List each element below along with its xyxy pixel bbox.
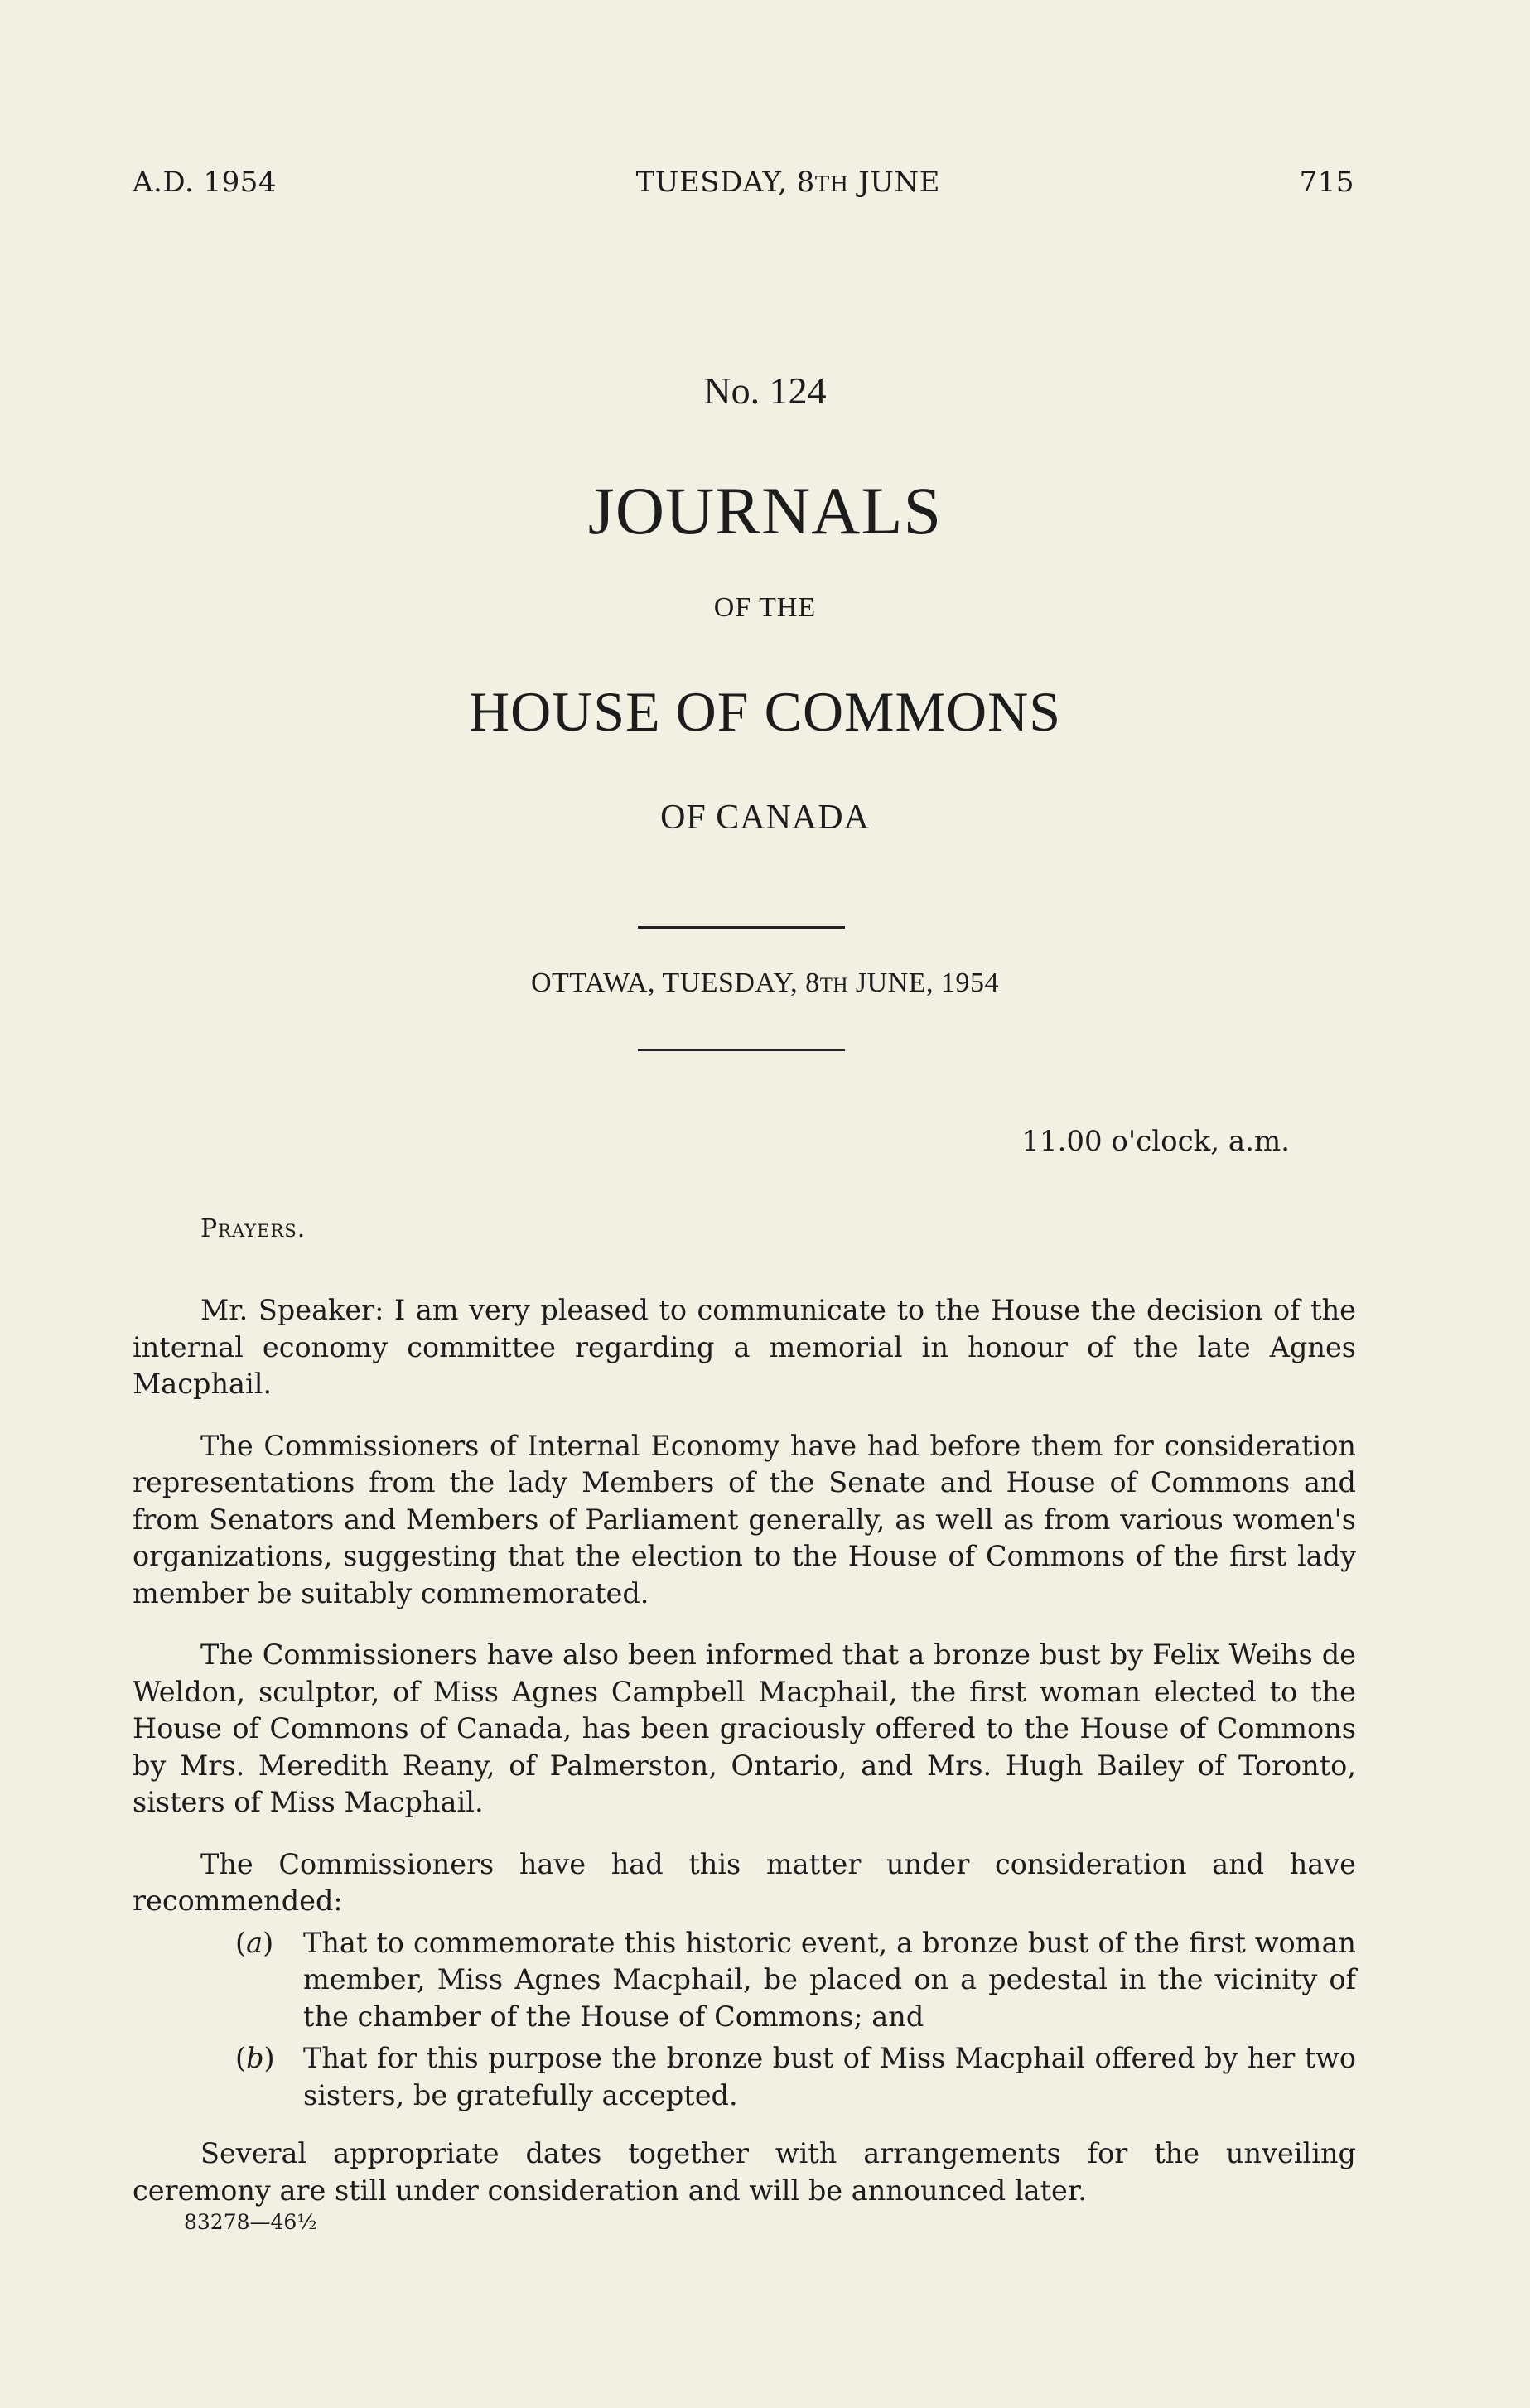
paragraph: The Commissioners of Internal Economy have had before them for consideration representations from the lady Members of the Senate and House of Commons and from Senators and Members of Parliament generally, as well as from various women's organizations, suggesting that the election to the House of Commons of the first lady member be suitably commemorated. <box>133 1429 1356 1609</box>
journal-title: JOURNALS <box>587 473 943 548</box>
title-of-canada: OF CANADA <box>660 799 870 837</box>
divider-top <box>638 926 845 929</box>
page-number: 715 <box>1299 166 1354 199</box>
body-text <box>133 1292 1356 2234</box>
closing-paragraph: Several appropriate dates together with arrangements for the unveiling ceremony are still under consideration and will be announced later. <box>133 2137 1356 2207</box>
sitting-time: 11.00 o'clock, a.m. <box>1021 1125 1290 1158</box>
running-head-year: A.D. 1954 <box>133 166 278 199</box>
issue-number: No. 124 <box>703 369 827 412</box>
prayers-heading: Prayers. <box>200 1214 306 1243</box>
print-reference: 83278—46½ <box>184 2210 317 2234</box>
paragraph: Mr. Speaker: I am very pleased to communicate to the House the decision of the internal economy committee regarding a memorial in honour of the late Agnes Macphail. <box>133 1294 1356 1400</box>
item-label: (a) <box>235 1926 274 1959</box>
running-head <box>133 166 1354 199</box>
item-text: That to commemorate this historic event, a bronze bust of the first woman member, Miss Agnes Macphail, be placed on a pedestal in the vicinity of the chamber of the House of Commons; and <box>303 1926 1356 2033</box>
paragraph: The Commissioners have also been informed that a bronze bust by Felix Weihs de Weldon, sculptor, of Miss Agnes Campbell Macphail, the first woman elected to the House of Commons of Canada, has been graciously offered to the House of Commons by Mrs. Meredith Reany, of Palmerston, Ontario, and Mrs. Hugh Bailey of Toronto, sisters of Miss Macphail. <box>133 1638 1356 1818</box>
item-label: (b) <box>235 2042 275 2074</box>
title-of-the: OF THE <box>713 592 817 623</box>
recommendation-list <box>133 1925 1356 2115</box>
divider-bottom <box>638 1049 845 1051</box>
item-text: That for this purpose the bronze bust of Miss Macphail offered by her two sisters, be gratefully accepted. <box>303 2042 1356 2111</box>
list-item <box>235 2040 1356 2114</box>
dateline: OTTAWA, TUESDAY, 8TH JUNE, 1954 <box>530 968 1000 998</box>
running-head-date: TUESDAY, 8TH JUNE <box>635 166 941 199</box>
house-title: HOUSE OF COMMONS <box>468 680 1062 743</box>
paragraph: The Commissioners have had this matter under consideration and have recommended: <box>133 1847 1356 1917</box>
list-item <box>235 1925 1356 2036</box>
